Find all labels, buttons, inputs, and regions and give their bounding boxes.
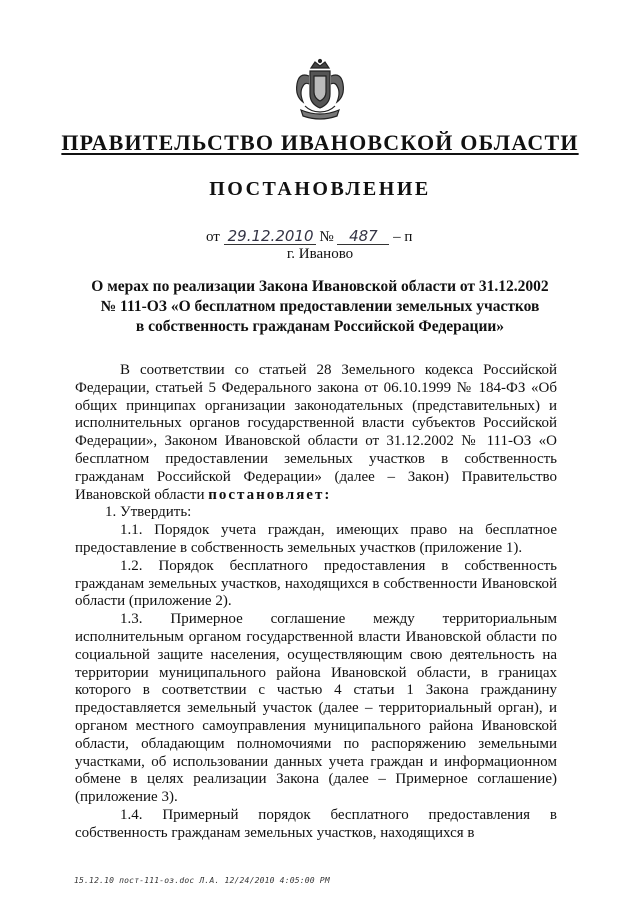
clause-1-1: 1.1. Порядок учета граждан, имеющих право на бесплатное предоставление в собственность земельных участков (приложение 1).	[75, 522, 557, 556]
preamble-text: В соответствии со статьей 28 Земельного кодекса Российской Федерации, статьей 5 Федерального закона от 06.10.1999 № 184-ФЗ «Об общих принципах организации законодательных (представительных) и исполнительных органов государственной власти субъектов Российской Федерации», Законом Ивановской области от 31.12.2002 № 111-ОЗ «О бесплатном предоставлении земельных участков в собственность гражданам Российской Федерации» (далее – Закон) Правительство Ивановской области	[75, 362, 557, 503]
handwritten-date: 29.12.2010	[224, 228, 316, 245]
city-label: г. Иваново	[286, 246, 354, 262]
title-line-1: О мерах по реализации Закона Ивановской области от 31.12.2002	[91, 278, 549, 295]
title-line-3: в собственность гражданам Российской Федерации»	[135, 318, 505, 335]
preamble-paragraph	[75, 362, 557, 504]
document-body	[75, 362, 557, 843]
file-footer: 15.12.10 пост-111-оз.doc Л.А. 12/24/2010 4:05:00 PM	[74, 876, 330, 885]
document-title	[60, 277, 580, 337]
resolves-word: постановляет:	[208, 486, 332, 503]
handwritten-number: 487	[337, 228, 389, 245]
number-label: №	[319, 229, 334, 245]
document-type-heading: ПОСТАНОВЛЕНИЕ	[209, 178, 431, 200]
government-title: ПРАВИТЕЛЬСТВО ИВАНОВСКОЙ ОБЛАСТИ	[61, 130, 579, 155]
clause-1-2: 1.2. Порядок бесплатного предоставления в собственность гражданам земельных участков, находящихся в собственности Ивановской области (приложение 2).	[75, 557, 557, 610]
clause-1-4: 1.4. Примерный порядок бесплатного предоставления в собственность гражданам земельных участков, находящихся в	[75, 806, 557, 841]
coat-of-arms-emblem	[291, 58, 349, 124]
clause-1-3: 1.3. Примерное соглашение между территориальным исполнительным органом государственной власти Ивановской области по социальной защите населения, осуществляющим свою деятельность на территории муниципального района Ивановской области, в границах которого в соответствии с частью 4 статьи 1 Закона гражданину предоставляется земельный участок (далее – территориальный орган), и органом местного самоуправления муниципального района Ивановской области, обладающим полномочиями по распоряжению земельными участками, об использовании данных учета граждан и информационном обмене в целях реализации Закона (далее – Примерное соглашение) (приложение 3).	[75, 611, 557, 806]
clause-1: 1. Утвердить:	[105, 504, 192, 521]
number-suffix: – п	[393, 229, 413, 245]
title-line-2: № 111-ОЗ «О бесплатном предоставлении земельных участков	[100, 298, 540, 315]
document-date-number-line	[206, 228, 412, 246]
from-label: от	[206, 229, 220, 245]
